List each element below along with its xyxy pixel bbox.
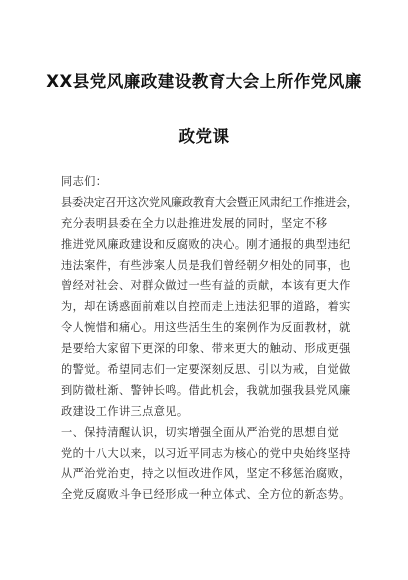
document-title-line-1: XX县党风廉政建设教育大会上所作党风廉 [46,72,362,91]
body-line: 违法案件，有些涉案人员是我们曾经朝夕相处的同事，也 [61,258,351,272]
body-line: 推进党风廉政建设和反腐败的决心。刚才通报的典型违纪 [61,237,351,251]
section-heading: 一、保持清醒认识，切实增强全面从严治党的思想自觉 [61,425,340,439]
document-title-line-2: 政党课 [178,127,230,146]
body-line: 是要给大家留下更深的印象、带来更大的触动、形成更强 [61,342,351,356]
body-line: 到防微杜渐、警钟长鸣。借此机会，我就加强我县党风廉 [61,383,351,397]
body-line: 充分表明县委在全力以赴推进发展的同时，坚定不移 [61,216,328,230]
document-body [61,172,361,506]
body-line: 全党反腐败斗争已经形成一种立体式、全方位的新态势。 [61,488,351,502]
body-line: 为，却在诱惑面前难以自控而走上违法犯罪的道路，着实 [61,300,351,314]
body-line: 县委决定召开这次党风廉政教育大会暨正风肃纪工作推进会， [61,195,358,209]
salutation: 同志们： [61,175,108,188]
body-line: 的警觉。希望同志们一定要深刻反思、引以为戒，自觉做 [61,363,351,377]
body-line: 政建设工作讲三点意见。 [61,404,189,418]
body-line: 曾经对社会、对群众做过一些有益的贡献，本该有更大作 [61,279,351,293]
body-line: 党的十八大以来，以习近平同志为核心的党中央始终坚持 [61,446,351,460]
body-line: 令人惋惜和痛心。用这些活生生的案例作为反面教材，就 [61,321,351,335]
body-line: 从严治党治吏，持之以恒改进作风，坚定不移惩治腐败， [61,467,351,481]
